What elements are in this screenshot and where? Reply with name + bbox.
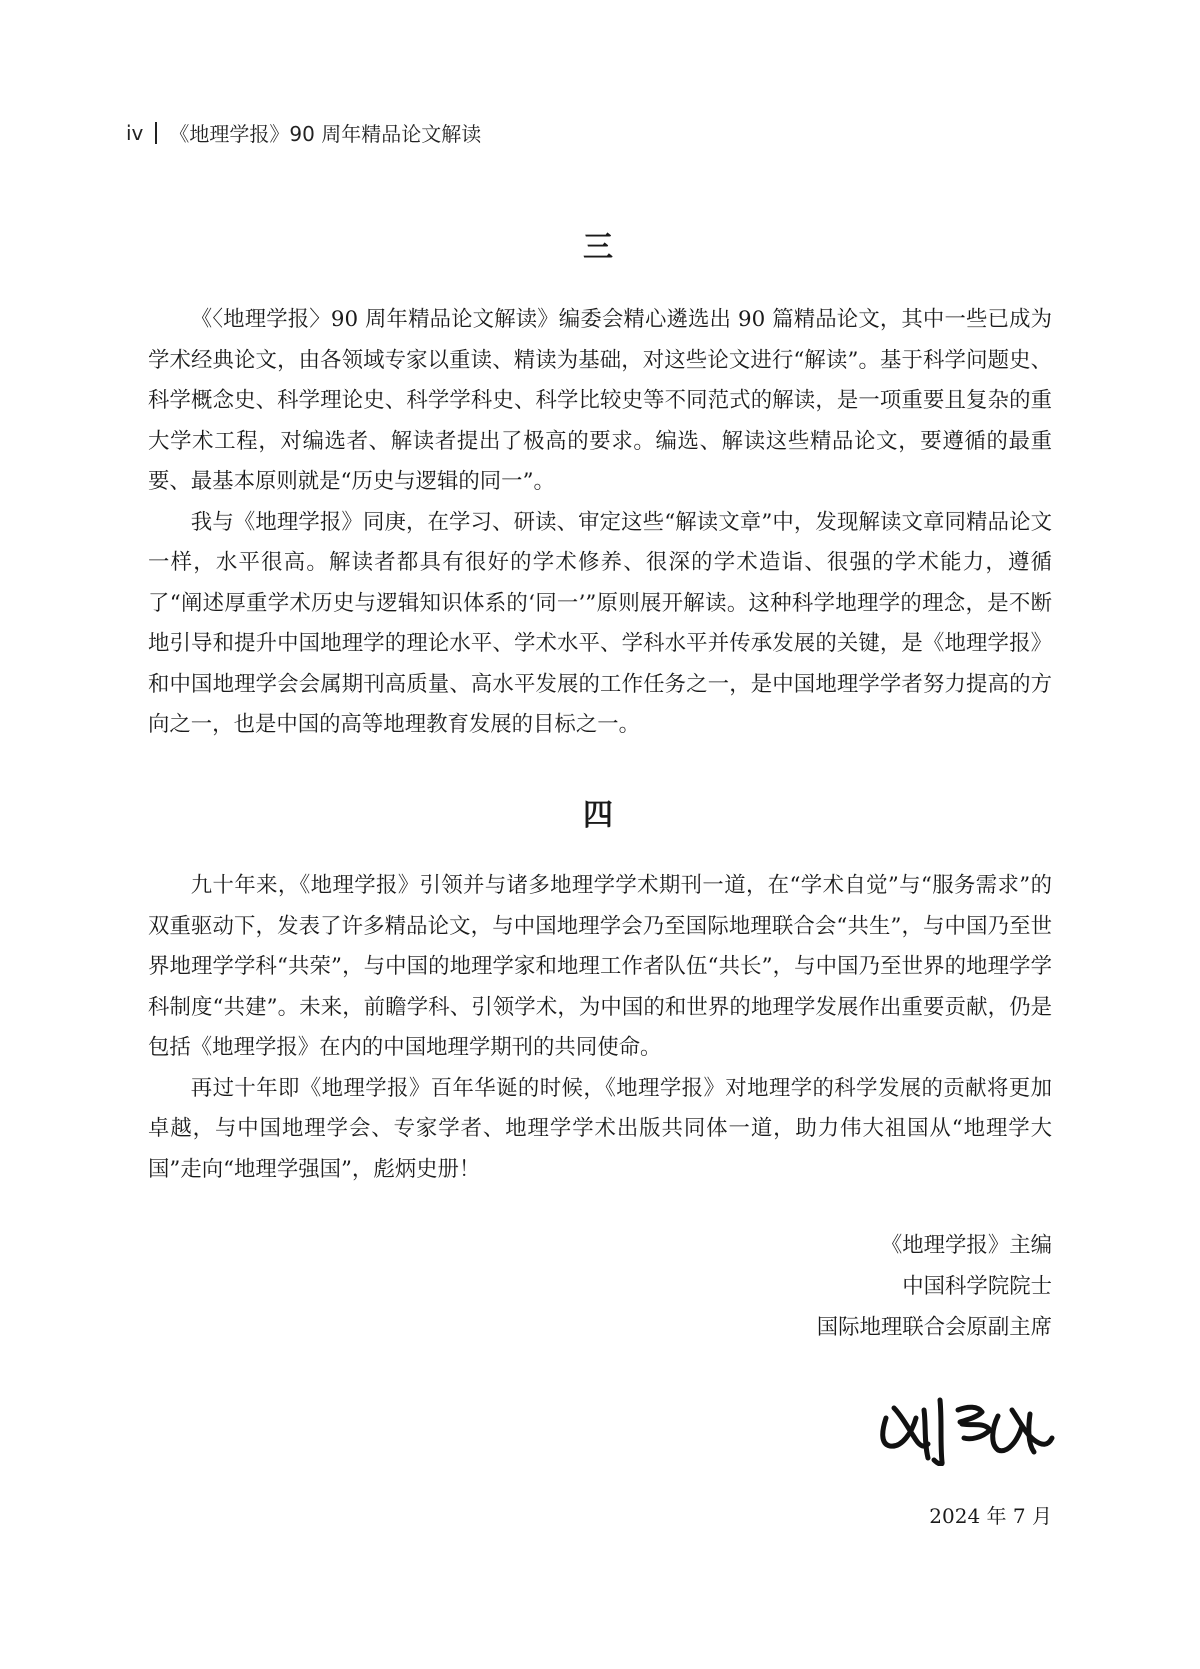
date: 2024 年 7 月	[929, 1504, 1052, 1528]
section-heading-four: 四	[583, 798, 617, 833]
section-four-body	[148, 866, 1052, 1190]
section-heading-three: 三	[583, 230, 617, 265]
handwritten-signature	[872, 1388, 1058, 1466]
paragraph: 九十年来，《地理学报》引领并与诸多地理学学术期刊一道，在“学术自觉”与“服务需求”的双重驱动下，发表了许多精品论文，与中国地理学会乃至国际地理联合会“共生”，与中国乃至世界地理学学科“共荣”，与中国的地理学家和地理工作者队伍“共长”，与中国乃至世界的地理学学科制度“共建”。未来，前瞻学科、引领学术，为中国的和世界的地理学发展作出重要贡献，仍是包括《地理学报》在内的中国地理学期刊的共同使命。	[148, 873, 1052, 1060]
section-three-body	[148, 300, 1052, 746]
book-title: 《地理学报》90 周年精品论文解读	[169, 122, 482, 146]
paragraph: 《〈地理学报〉90 周年精品论文解读》编委会精心遴选出 90 篇精品论文，其中一些已成为学术经典论文，由各领域专家以重读、精读为基础，对这些论文进行“解读”。基于科学问题史、科学概念史、科学理论史、科学学科史、科学比较史等不同范式的解读，是一项重要且复杂的重大学术工程，对编选者、解读者提出了极高的要求。编选、解读这些精品论文，要遵循的最重要、最基本原则就是“历史与逻辑的同一”。	[148, 307, 1052, 494]
author-title-editor: 《地理学报》主编	[880, 1233, 1052, 1258]
page-number: iv	[126, 120, 144, 145]
paragraph: 再过十年即《地理学报》百年华诞的时候，《地理学报》对地理学的科学发展的贡献将更加卓越，与中国地理学会、专家学者、地理学学术出版共同体一道，助力伟大祖国从“地理学大国”走向“地理学强国”，彪炳史册！	[148, 1075, 1052, 1182]
author-title-igu: 国际地理联合会原副主席	[816, 1315, 1052, 1340]
paragraph: 我与《地理学报》同庚，在学习、研读、审定这些“解读文章”中，发现解读文章同精品论文一样，水平很高。解读者都具有很好的学术修养、很深的学术造诣、很强的学术能力，遵循了“阐述厚重学术历史与逻辑知识体系的‘同一’”原则展开解读。这种科学地理学的理念，是不断地引导和提升中国地理学的理论水平、学术水平、学科水平并传承发展的关键，是《地理学报》和中国地理学会会属期刊高质量、高水平发展的工作任务之一，是中国地理学学者努力提高的方向之一，也是中国的高等地理教育发展的目标之一。	[148, 509, 1052, 737]
header-divider	[155, 122, 157, 144]
running-header	[126, 118, 481, 147]
author-title-academician: 中国科学院院士	[902, 1274, 1052, 1299]
author-titles	[817, 1225, 1052, 1348]
